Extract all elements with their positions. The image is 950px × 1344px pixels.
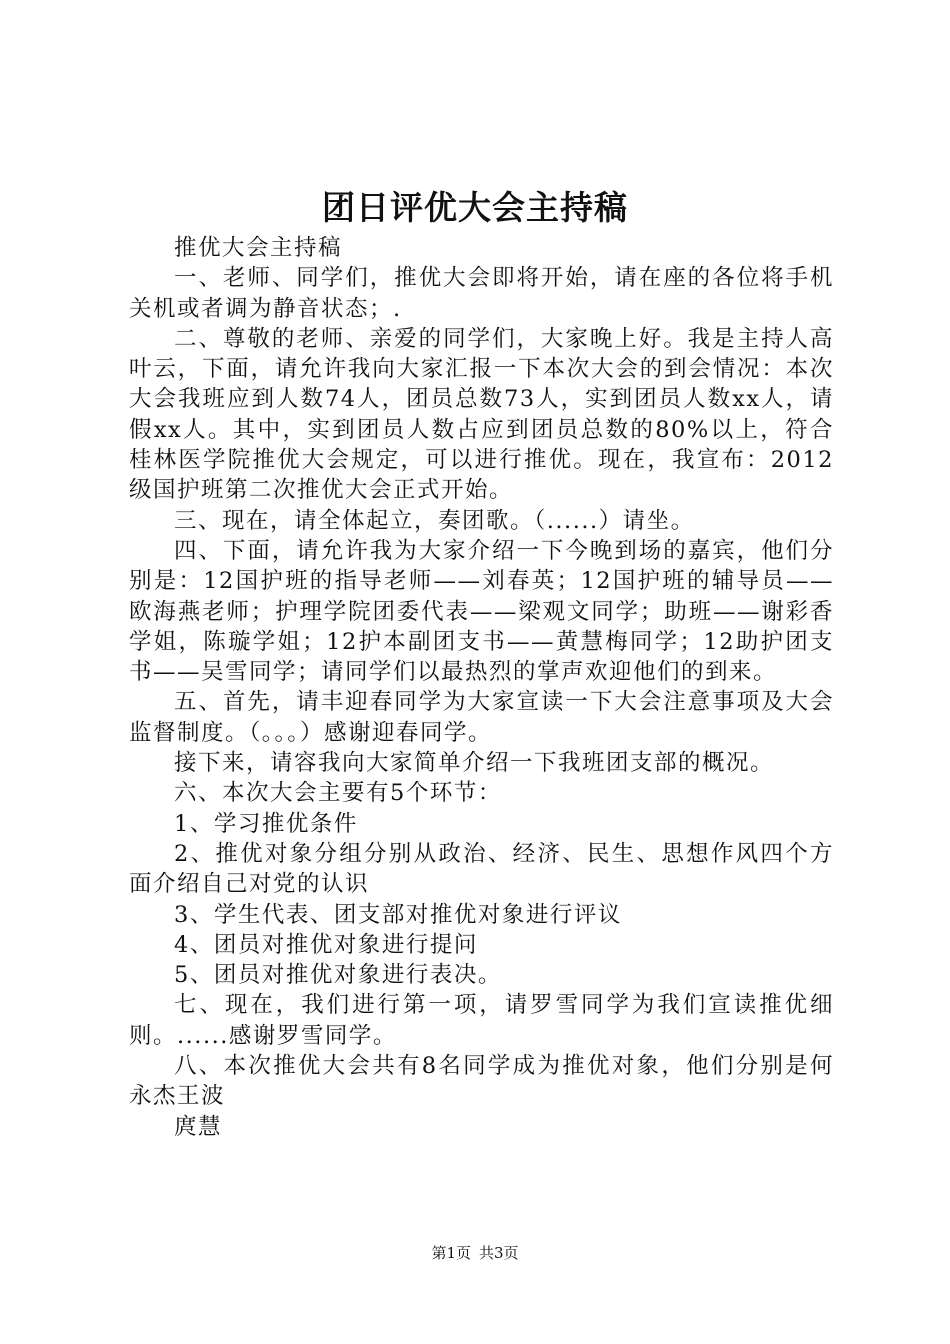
- paragraph: 2、推优对象分组分别从政治、经济、民生、思想作风四个方面介绍自己对党的认识: [129, 840, 834, 898]
- paragraph: 庹慧: [174, 1113, 223, 1140]
- paragraph: 三、现在，请全体起立，奏团歌。（......）请坐。: [174, 507, 695, 534]
- paragraph: 二、尊敬的老师、亲爱的同学们，大家晚上好。我是主持人高叶云，下面，请允许我向大家汇报一下本次大会的到会情况：本次大会我班应到人数74人，团员总数73人，实到团员人数xx人，请假xx人。其中，实到团员人数占应到团员总数的80%以上，符合桂林医学院推优大会规定，可以进行推优。现在，我宣布：2012级国护班第二次推优大会正式开始。: [129, 325, 834, 504]
- paragraph: 1、学习推优条件: [174, 810, 358, 837]
- paragraph: 六、本次大会主要有5个环节：: [174, 780, 502, 807]
- document-body: [129, 233, 834, 1142]
- paragraph: 八、本次推优大会共有8名同学成为推优对象，他们分别是何永杰王波: [129, 1053, 834, 1110]
- paragraph: 4、团员对推优对象进行提问: [174, 931, 478, 958]
- paragraph: 一、老师、同学们，推优大会即将开始，请在座的各位将手机关机或者调为静音状态；.: [129, 265, 834, 322]
- page-total: 共3页: [479, 1244, 519, 1262]
- paragraph: 五、首先，请丰迎春同学为大家宣读一下大会注意事项及大会监督制度。（。。。）感谢迎春同学。: [129, 689, 834, 746]
- page-number: 第1页: [431, 1244, 471, 1262]
- document-title: 团日评优大会主持稿: [322, 188, 628, 227]
- paragraph: 接下来，请容我向大家简单介绍一下我班团支部的概况。: [174, 750, 775, 777]
- paragraph: 四、下面，请允许我为大家介绍一下今晚到场的嘉宾，他们分别是：12国护班的指导老师——刘春英；12国护班的辅导员——欧海燕老师；护理学院团委代表——梁观文同学；助班——谢彩香学姐，陈璇学姐；12护本副团支书——黄慧梅同学；12助护团支书——吴雪同学；请同学们以最热烈的掌声欢迎他们的到来。: [129, 537, 834, 686]
- page-footer: [0, 1243, 950, 1263]
- paragraph: 七、现在，我们进行第一项，请罗雪同学为我们宣读推优细则。......感谢罗雪同学。: [129, 992, 834, 1049]
- paragraph: 5、团员对推优对象进行表决。: [174, 962, 502, 989]
- paragraph: 推优大会主持稿: [174, 235, 343, 261]
- paragraph: 3、学生代表、团支部对推优对象进行评议: [174, 901, 622, 928]
